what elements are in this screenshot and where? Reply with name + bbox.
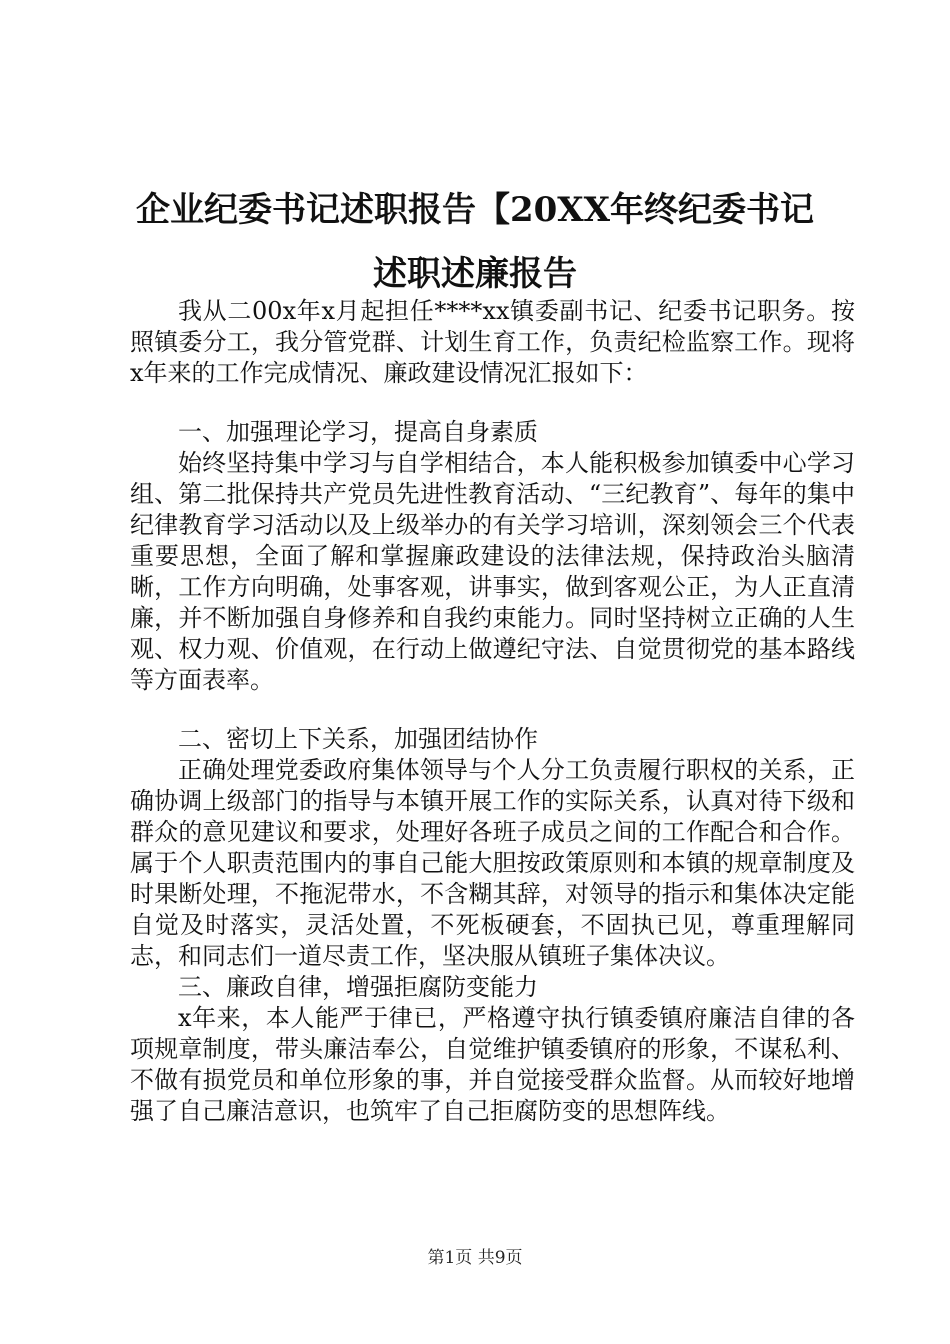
document-title-line1: 企业纪委书记述职报告【20XX年终纪委书记 [135,190,815,230]
section3-heading: 三、廉政自律，增强拒腐防变能力 [178,973,538,1001]
section2-paragraph: 正确处理党委政府集体领导与个人分工负责履行职权的关系，正确协调上级部门的指导与本镇开展工作的实际关系，认真对待下级和群众的意见建议和要求，处理好各班子成员之间的工作配合和合作。属于个人职责范围内的事自己能大胆按政策原则和本镇的规章制度及时果断处理，不拖泥带水，不含糊其辞，对领导的指示和集体决定能自觉及时落实，灵活处置，不死板硬套，不固执已见，尊重理解同志，和同志们一道尽责工作，坚决服从镇班子集体决议。 [130,756,855,970]
page-number-footer: 第1页 共9页 [427,1248,523,1268]
section3-paragraph: x年来，本人能严于律已，严格遵守执行镇委镇府廉洁自律的各项规章制度，带头廉洁奉公，自觉维护镇委镇府的形象，不谋私利、不做有损党员和单位形象的事，并自觉接受群众监督。从而较好地增强了自己廉洁意识，也筑牢了自己拒腐防变的思想阵线。 [130,1004,855,1125]
document-title-line2: 述职述廉报告 [373,254,577,294]
intro-paragraph: 我从二00x年x月起担任****xx镇委副书记、纪委书记职务。按照镇委分工，我分管党群、计划生育工作，负责纪检监察工作。现将x年来的工作完成情况、廉政建设情况汇报如下： [130,297,855,387]
section1-heading: 一、加强理论学习，提高自身素质 [178,418,538,446]
section2-heading: 二、密切上下关系，加强团结协作 [178,725,538,753]
section1-paragraph: 始终坚持集中学习与自学相结合，本人能积极参加镇委中心学习组、第二批保持共产党员先进性教育活动、“三纪教育”、每年的集中纪律教育学习活动以及上级举办的有关学习培训，深刻领会三个代表重要思想，全面了解和掌握廉政建设的法律法规，保持政治头脑清晰，工作方向明确，处事客观，讲事实，做到客观公正，为人正直清廉，并不断加强自身修养和自我约束能力。同时坚持树立正确的人生观、权力观、价值观，在行动上做遵纪守法、自觉贯彻党的基本路线等方面表率。 [130,449,855,694]
document-body [130,296,855,1127]
